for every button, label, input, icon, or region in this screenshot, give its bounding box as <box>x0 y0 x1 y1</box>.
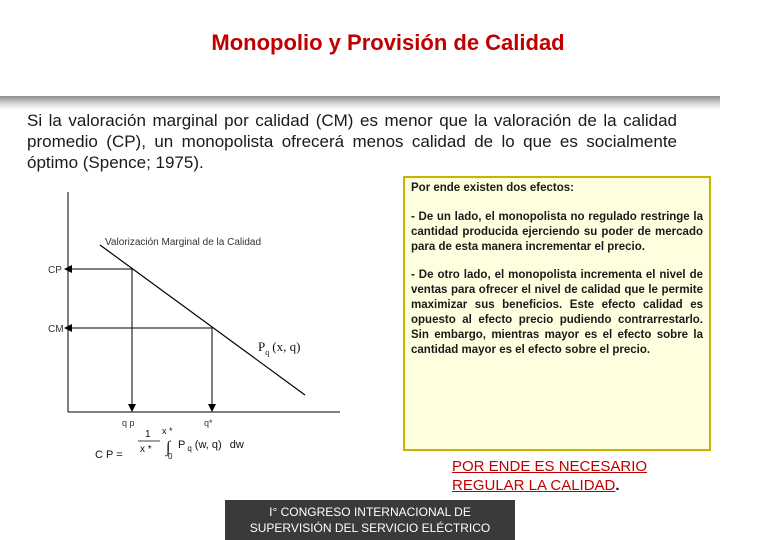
marginal-valuation-curve <box>100 245 305 395</box>
cm-axis-label: CM <box>48 324 64 335</box>
conclusion-period: . <box>615 477 620 494</box>
intro-paragraph: Si la valoración marginal por calidad (CM) es menor que la valoración de la calidad promedio (CP), un monopolista ofrecerá menos calidad de lo que es socialmente óptimo (Spence; 1975). <box>27 111 677 172</box>
formula-num: 1 <box>145 429 151 440</box>
cp-axis-label: CP <box>48 265 62 276</box>
quality-graph-svg <box>0 180 405 461</box>
qp-arrow <box>128 404 136 412</box>
formula-den: x * <box>140 444 152 455</box>
integrand-dw: dw <box>229 439 244 451</box>
slide-title: Monopolio y Provisión de Calidad <box>211 30 565 55</box>
curve-name <box>258 339 300 357</box>
qstar-arrow <box>208 404 216 412</box>
effects-heading: Por ende existen dos efectos: <box>411 182 574 194</box>
curve-args: (x, q) <box>272 339 301 354</box>
conclusion-line1: POR ENDE ES NECESARIO <box>452 458 648 475</box>
integrand-sub: q <box>187 444 192 453</box>
integrand-args: (w, q) <box>194 439 222 451</box>
title-divider <box>0 96 720 110</box>
effects-box <box>403 176 711 451</box>
cp-formula <box>95 426 244 461</box>
footer-line2: SUPERVISIÓN DEL SERVICIO ELÉCTRICO <box>249 521 491 535</box>
qstar-axis-label: q* <box>204 418 213 428</box>
conclusion-line2: REGULAR LA CALIDAD <box>452 477 616 494</box>
effect-second: - De otro lado, el monopolista incrementa el nivel de ventas para ofrecer el nivel de calidad que le permite maximizar sus beneficios. Este efecto calidad es opuesto al efecto precio pudiendo contrarrestarlo. Sin embargo, mientras mayor es el efecto sobre la cantidad mayor es el efecto sobre el precio. <box>411 269 703 356</box>
quality-graph <box>0 180 405 461</box>
integral-sign: ∫ <box>166 439 171 456</box>
conclusion <box>452 457 712 495</box>
formula-lower: 0 <box>168 452 173 461</box>
formula-lhs: C P = <box>95 449 123 461</box>
curve-name-p: P <box>258 339 266 354</box>
formula-upper: x * <box>162 426 173 436</box>
effect-first: - De un lado, el monopolista no regulado restringe la cantidad producida ejerciendo su poder de mercado para de esta manera incrementar el precio. <box>411 211 703 253</box>
qp-axis-label: q p <box>122 418 135 428</box>
integrand-p: P <box>178 439 186 451</box>
footer-banner <box>225 500 515 540</box>
footer-line1: I° CONGRESO INTERNACIONAL DE <box>269 505 471 519</box>
curve-label: Valorización Marginal de la Calidad <box>105 237 262 248</box>
formula-integrand <box>178 439 244 453</box>
curve-subscript: q <box>265 348 270 357</box>
